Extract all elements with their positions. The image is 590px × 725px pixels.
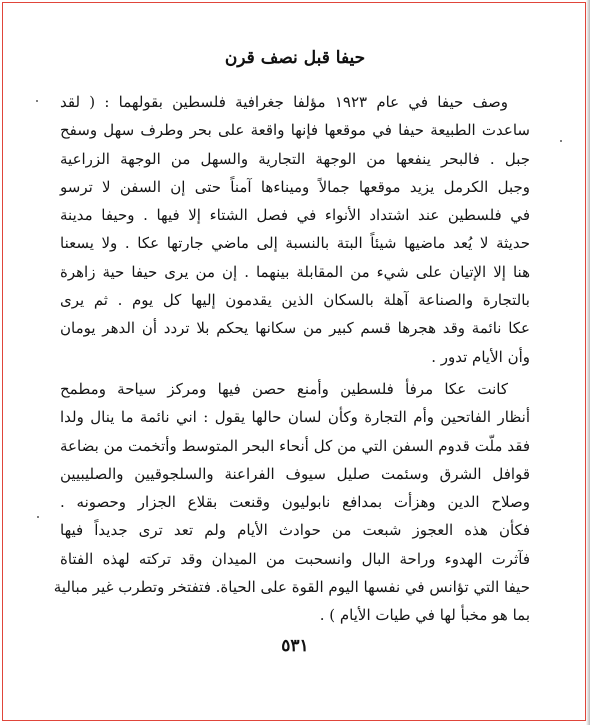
scan-speck (37, 516, 39, 518)
text-line: وجبل الكرمل يزيد موقعها جمالاً وميناءها آمناً حتى إن السفن لا ترسو (60, 177, 530, 196)
scan-speck (36, 100, 38, 102)
body-text (53, 88, 530, 634)
page-edge-shadow (586, 0, 590, 725)
page-title: حيفا قبل نصف قرن (224, 48, 366, 68)
text-line: جبل . فالبحر ينفعها من الوجهة التجارية والسهل من الوجهة الزراعية (60, 149, 530, 168)
scan-speck (560, 140, 562, 142)
text-line: فكأن هذه العجوز شبعت من حوادث الأيام ولم تعد ترى جديداً فيها (60, 521, 530, 540)
text-line: بما هو مخبأ لها في طيات الأيام ) . (319, 606, 530, 625)
text-line: في فلسطين عند اشتداد الأنواء في فصل الشتاء إلا فيها . وحيفا مدينة (60, 206, 530, 225)
text-line: قوافل الشرق وسئمت صليل سيوف الفراعنة والسلجوقيين والصليبيين (60, 464, 530, 483)
text-line: كانت عكا مرفأ فلسطين وأمنع حصن فيها ومركز سياحة ومطمح (60, 379, 508, 398)
paragraph-1 (60, 88, 530, 371)
text-line: وأن الأيام تدور . (431, 347, 530, 366)
text-line: عكا نائمة وقد هجرها قسم كبير من سكانها يحكم بلا تردد أن الدهر يومان (60, 319, 530, 338)
text-line: وصف حيفا في عام ١٩٢٣ مؤلفا جغرافية فلسطين بقولهما : ( لقد (60, 93, 508, 111)
text-line: حيفا التي تؤانس في نفسها اليوم القوة على الحياة. فتفتخر وتطرب غير مبالية (53, 578, 530, 597)
text-line: حديثة لا يُعد ماضيها شيئاً البتة بالنسبة إلى ماضي جارتها عكا . ولا يسعنا (60, 234, 530, 253)
text-line: أنظار الفاتحين وأم التجارة وكأن لسان حالها يقول : اني نائمة ما ينال ولدا (60, 408, 530, 427)
text-line: فآثرت الهدوء وراحة البال وانسحبت من الميدان وقد تركته لهذه الفتاة (60, 549, 530, 568)
text-line: ساعدت الطبيعة حيفا في موقعها فإنها واقعة على بحر وطرف سهل وسفح (60, 121, 530, 140)
page-number: ٥٣١ (281, 636, 309, 656)
text-line: بالتجارة والصناعة آهلة بالسكان الذين يقدمون إليها كل يوم . ثم يرى (60, 291, 530, 310)
text-line: وصلاح الدين وهزأت بمدافع نابوليون وقنعت بقلاع الجزار وحصونه . (60, 493, 530, 512)
text-line: هنا إلا الإتيان على شيء من المقابلة بينهما . إن من يرى حيفا حية زاهرة (60, 262, 530, 281)
text-line: فقد ملّت قدوم السفن التي من كل أنحاء البحر المتوسط وأتخمت من بضاعة (60, 436, 530, 455)
paragraph-2 (53, 375, 530, 630)
